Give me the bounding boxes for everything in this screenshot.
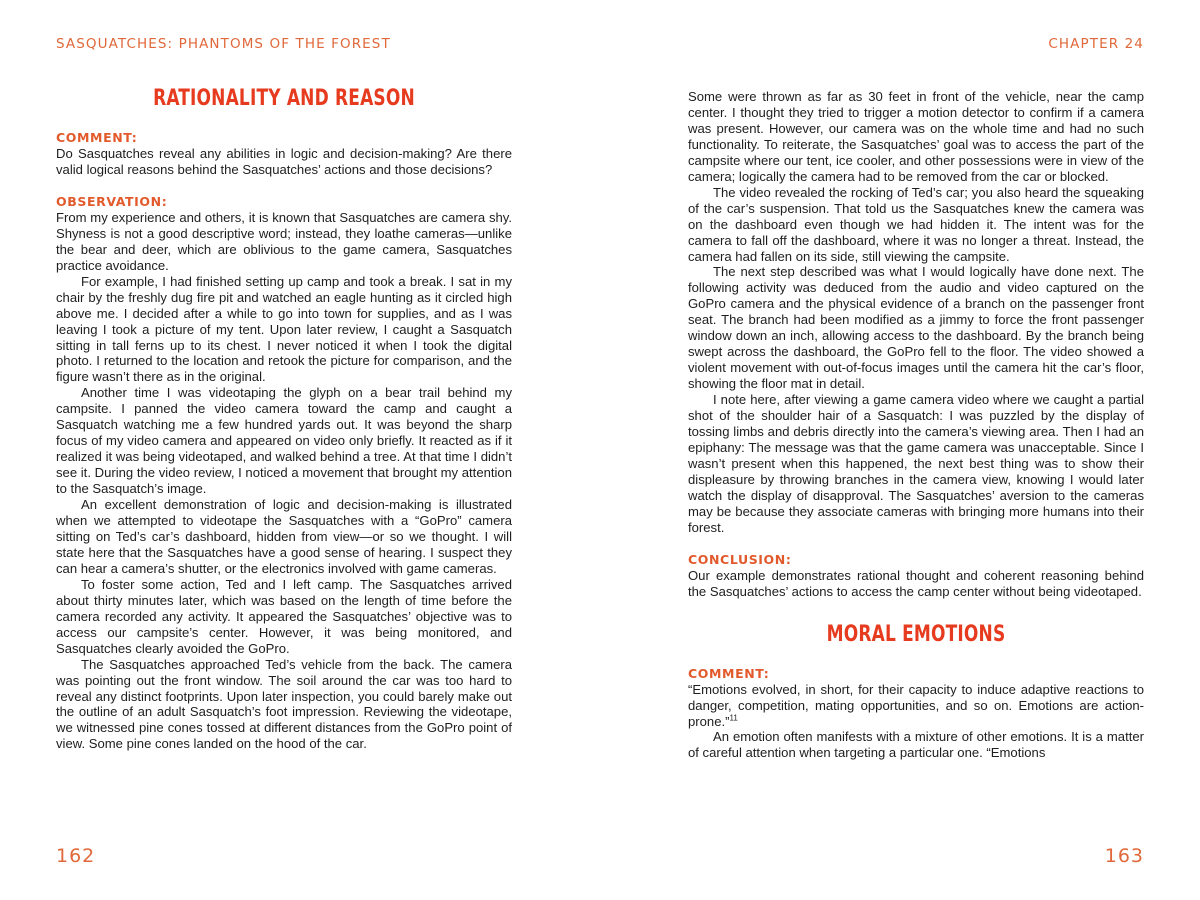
spacer <box>688 536 1144 552</box>
spacer <box>688 600 1144 622</box>
spacer <box>56 178 512 194</box>
running-head-book-title: SASQUATCHES: PHANTOMS OF THE FOREST <box>56 36 391 52</box>
running-head-chapter: CHAPTER 24 <box>1048 36 1144 52</box>
body-paragraph: To foster some action, Ted and I left camp. The Sasquatches arrived about thirty minutes later, which was based on the length of time before the camera recorded any activity. It appeared the Sasquatches’ objective was to access our campsite’s center. However, it was being monitored, and Sasquatches clearly avoided the GoPro. <box>56 576 512 656</box>
quote-text: “Emotions evolved, in short, for their capacity to induce adaptive reactions to danger, competition, mating opportunities, and so on. Emotions are action-prone.” <box>688 681 1144 729</box>
comment-label: COMMENT: <box>688 665 770 681</box>
comment-text: Do Sasquatches reveal any abilities in logic and decision-making? Are there valid logical reasons behind the Sasquatches’ actions and those decisions? <box>56 146 512 177</box>
body-paragraph: I note here, after viewing a game camera video where we caught a partial shot of the shoulder hair of a Sasquatch: I was puzzled by the display of tossing limbs and debris directly into the camera’s viewing area. Then I had an epiphany: The message was that the game camera was unacceptable. Since I wasn’t present when this happened, the next best thing was to show their displeasure by throwing branches in the camera view, knowing I would later watch the display of disapproval. The Sasquatches’ aversion to the cameras may be because they associate cameras with bringing more humans into their forest. <box>688 392 1144 535</box>
body-paragraph: The video revealed the rocking of Ted’s car; you also heard the squeaking of the car’s suspension. That told us the Sasquatches knew the camera was on the dashboard even though we had hidden it. The intent was for the camera to fall off the dashboard, where it was no longer a threat. Instead, the camera had fallen on its side, still viewing the campsite. <box>688 184 1144 264</box>
body-paragraph: For example, I had finished setting up camp and took a break. I sat in my chair by the freshly dug fire pit and watched an eagle hunting as it circled high above me. I decided after a while to go into town for supplies, and as I was leaving I took a picture of my tent. Upon later review, I caught a Sasquatch sitting in tall ferns up to its chest. I never noticed it when I took the digital photo. I returned to the location and retook the picture for comparison, and the figure wasn’t there as in the original. <box>56 273 512 385</box>
footnote-ref[interactable]: 11 <box>729 713 738 723</box>
section-title-rationality: RATIONALITY AND REASON <box>153 86 415 111</box>
comment-label: COMMENT: <box>56 130 138 145</box>
observation-label: OBSERVATION: <box>56 193 168 209</box>
page-number-left: 162 <box>56 845 96 867</box>
body-paragraph: An emotion often manifests with a mixture of other emotions. It is a matter of careful attention when targeting a particular one. “Emotions <box>688 729 1144 761</box>
conclusion-label: CONCLUSION: <box>688 551 792 567</box>
body-paragraph: From my experience and others, it is known that Sasquatches are camera shy. Shyness is not a good descriptive word; instead, they loathe cameras—unlike the bear and deer, which are oblivious to the game camera, Sasquatches practice avoidance. <box>56 209 512 273</box>
body-paragraph: Some were thrown as far as 30 feet in front of the vehicle, near the camp center. I thought they tried to trigger a motion detector to confirm if a camera was present. However, our camera was on the whole time and had no such functionality. To reiterate, the Sasquatches’ goal was to access the part of the campsite where our tent, ice cooler, and other possessions were in view of the camera; logically the camera had to be removed from the car or blocked. <box>688 89 1144 184</box>
section-title-moral-emotions: MORAL EMOTIONS <box>826 621 1006 647</box>
comment-quote <box>688 682 1144 730</box>
body-paragraph: The next step described was what I would logically have done next. The following activity was deduced from the audio and video captured on the GoPro camera and the physical evidence of a branch on the passenger front seat. The branch had been modified as a jimmy to force the front passenger window down an inch, allowing access to the dashboard. By the branch being swept across the dashboard, the GoPro fell to the floor. The video showed a violent movement with out-of-focus images until the camera hit the car’s floor, showing the floor mat in detail. <box>688 264 1144 392</box>
right-page-column <box>688 89 1144 761</box>
conclusion-text: Our example demonstrates rational thought and coherent reasoning behind the Sasquatches’ actions to access the camp center without being videotaped. <box>688 567 1144 599</box>
body-paragraph: An excellent demonstration of logic and decision-making is illustrated when we attempted to videotape the Sasquatches with a “GoPro” camera sitting on Ted’s car’s dashboard, hidden from view—or so we thought. I will state here that the Sasquatches have a good sense of hearing. I suspect they can hear a camera’s shutter, or the electronics involved with game cameras. <box>56 497 512 576</box>
body-paragraph: Another time I was videotaping the glyph on a bear trail behind my campsite. I panned the video camera toward the camp and caught a Sasquatch watching me a few hundred yards out. It was beyond the sharp focus of my video camera and appeared on video only briefly. It reacted as if it realized it was being videotaped, and walked behind a tree. At that time I didn’t see it. During the video review, I noticed a movement that brought my attention to the Sasquatch’s image. <box>56 385 512 497</box>
body-paragraph: The Sasquatches approached Ted’s vehicle from the back. The camera was pointing out the front window. The soil around the car was too hard to reveal any distinct footprints. Upon later inspection, you could barely make out the outline of an adult Sasquatch’s foot impression. Reviewing the videotape, we witnessed pine cones tossed at different distances from the GoPro point of view. Some pine cones landed on the hood of the car. <box>56 656 512 752</box>
page-number-right: 163 <box>1104 845 1144 867</box>
left-page-column <box>56 86 512 752</box>
